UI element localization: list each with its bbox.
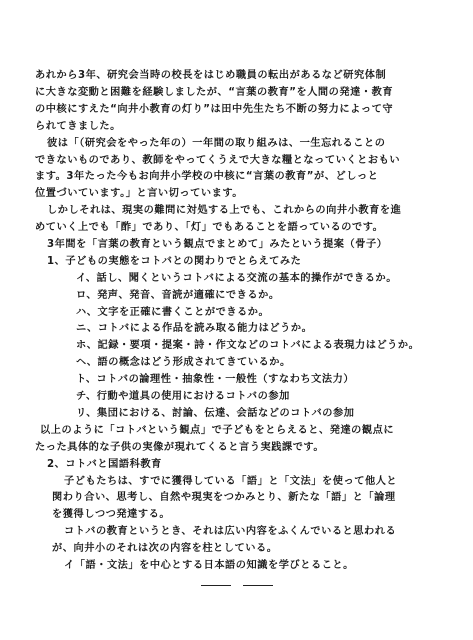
list-item: ホ、記録・要項・提案・詩・作文などのコトバによる表現力はどうか。: [76, 340, 420, 352]
list-item: イ、話し、聞くというコトバによる交流の基本的操作ができるか。: [76, 272, 397, 284]
text-line: イ「語・文法」を中心とする日本語の知識を学びとること。: [64, 560, 354, 571]
text-line: に大きな変動と困難を経験しましたが、“言葉の教育”を人間の発達・教育: [35, 86, 394, 98]
text-line: 位置づいています。」と言い切っています。: [35, 188, 244, 200]
text-line: 関わり合い、思考し、自然や現実をつかみとり、新たな「語」と「論理: [52, 492, 396, 504]
footer-rule-right: [243, 585, 273, 586]
list-item: ト、コトバの論理性・抽象性・一般性（すなわち文法力）: [76, 374, 355, 386]
text-line: を獲得しつつ発達する。: [52, 509, 171, 521]
text-line: めていく上でも「酢」であり、「灯」でもあることを語っているのです。: [35, 222, 384, 234]
text-line: 以上のように「コトバという観点」で子どもをとらえると、発達の観点に: [40, 424, 395, 436]
section-heading: 2、コトバと国語科教育: [47, 458, 162, 470]
text-line: ます。3年たった今もお向井小学校の中核に“言葉の教育”が、どしっと: [35, 171, 379, 183]
section-heading: 1、子どもの実態をコトバとの関わりでとらえてみた: [47, 255, 302, 267]
text-line: できないものであり、教師をやってくうえで大きな糧となっていくとおもい: [35, 154, 401, 166]
text-line: の中核にすえた“向井小教育の灯り”は田中先生たち不断の努力によって守: [35, 103, 394, 115]
list-item: ニ、コトバによる作品を読み取る能力はどうか。: [76, 323, 313, 335]
text-line: られてきました。: [35, 120, 121, 132]
list-item: ハ、文字を正確に書くことができるか。: [76, 306, 270, 318]
text-line: 子どもたちは、すでに獲得している「語」と「文法」を使って他人と: [64, 475, 398, 487]
list-item: リ、集団における、討論、伝達、会話などのコトバの参加: [76, 407, 355, 419]
text-line: しかしそれは、現実の難問に対処する上でも、これからの向井小教育を進: [47, 205, 402, 217]
list-item: ヘ、語の概念はどう形成されてきているか。: [76, 357, 291, 369]
list-item: ロ、発声、発音、音読が適確にできるか。: [76, 289, 280, 301]
list-item: チ、行動や道具の使用におけるコトバの参加: [76, 391, 290, 402]
text-line: 3年間を「言葉の教育という観点でまとめて」みたという提案（骨子）: [47, 239, 388, 250]
page-footer: [0, 578, 473, 591]
text-line: が、向井小のそれは次の内容を柱としている。: [52, 543, 278, 555]
text-line: 彼は「（研究会をやった年の）一年間の取り組みは、一生忘れることの: [47, 137, 386, 149]
text-line: たった具体的な子供の実像が現れてくると言う実践課です。: [35, 441, 325, 453]
text-line: あれから3年、研究会当時の校長をはじめ職員の転出があるなど研究体制: [35, 70, 387, 81]
footer-rule-left: [201, 585, 231, 586]
text-line: コトバの教育というとき、それは広い内容をふくんでいると思われる: [64, 526, 397, 538]
